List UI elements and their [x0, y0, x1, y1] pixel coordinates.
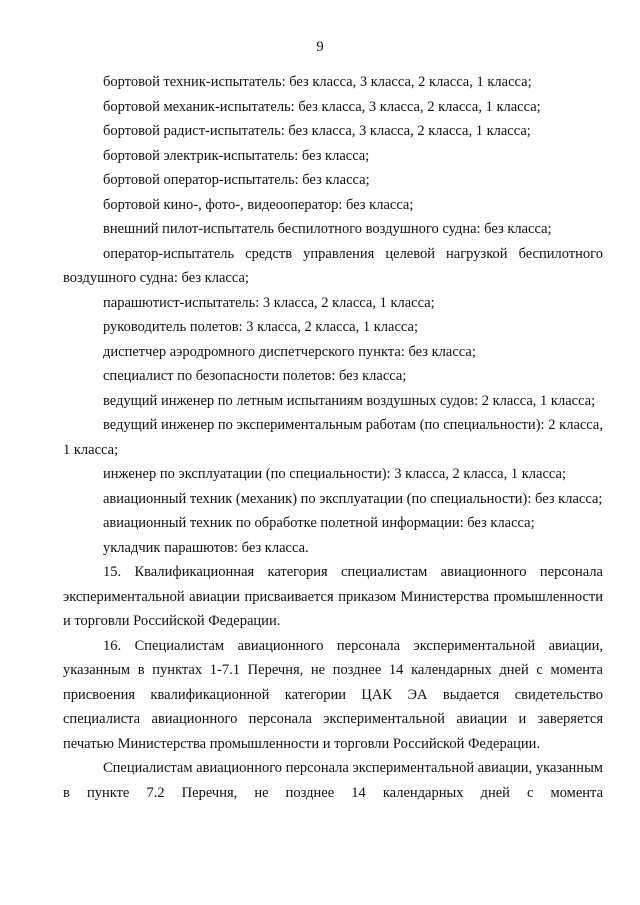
paragraph: 15. Квалификационная категория специалистам авиационного персонала экспериментальной авиации присваивается приказом Министерства промышленности и торговли Российской Федерации.: [63, 564, 603, 629]
paragraph: оператор-испытатель средств управления целевой нагрузкой беспилотного воздушного судна: без класса;: [63, 245, 603, 286]
paragraph: 16. Специалистам авиационного персонала экспериментальной авиации, указанным в пунктах 1-7.1 Перечня, не позднее 14 календарных дней с момента присвоения квалификационной категории ЦАК ЭА выдается свидетельство специалиста авиационного персонала экспериментальной авиации и заверяется печатью Министерства промышленности и торговли Российской Федерации.: [63, 637, 603, 752]
paragraph: внешний пилот-испытатель беспилотного воздушного судна: без класса;: [103, 221, 552, 237]
paragraph: парашютист-испытатель: 3 класса, 2 класса, 1 класса;: [103, 294, 435, 311]
paragraph: бортовой кино-, фото-, видеооператор: без класса;: [103, 196, 414, 213]
paragraph: Специалистам авиационного персонала экспериментальной авиации, указанным в пункте 7.2 Перечня, не позднее 14 календарных дней с момента: [63, 760, 603, 801]
paragraph: авиационный техник (механик) по эксплуатации (по специальности): без класса;: [103, 490, 603, 507]
paragraph: бортовой техник-испытатель: без класса, 3 класса, 2 класса, 1 класса;: [103, 74, 532, 90]
paragraph: авиационный техник по обработке полетной информации: без класса;: [103, 515, 535, 531]
document-body: [63, 70, 603, 805]
paragraph: ведущий инженер по экспериментальным работам (по специальности): 2 класса, 1 класса;: [63, 417, 603, 458]
paragraph: ведущий инженер по летным испытаниям воздушных судов: 2 класса, 1 класса;: [103, 392, 596, 409]
paragraph: руководитель полетов: 3 класса, 2 класса, 1 класса;: [103, 319, 418, 335]
paragraph: диспетчер аэродромного диспетчерского пункта: без класса;: [103, 343, 476, 360]
paragraph: бортовой оператор-испытатель: без класса;: [103, 172, 370, 188]
paragraph: бортовой механик-испытатель: без класса, 3 класса, 2 класса, 1 класса;: [103, 98, 541, 115]
paragraph: бортовой электрик-испытатель: без класса;: [103, 147, 370, 164]
paragraph: укладчик парашютов: без класса.: [103, 539, 309, 556]
paragraph: бортовой радист-испытатель: без класса, 3 класса, 2 класса, 1 класса;: [103, 123, 531, 139]
page-number: 9: [316, 39, 324, 55]
paragraph: специалист по безопасности полетов: без класса;: [103, 368, 407, 384]
paragraph: инженер по эксплуатации (по специальности): 3 класса, 2 класса, 1 класса;: [103, 466, 566, 482]
